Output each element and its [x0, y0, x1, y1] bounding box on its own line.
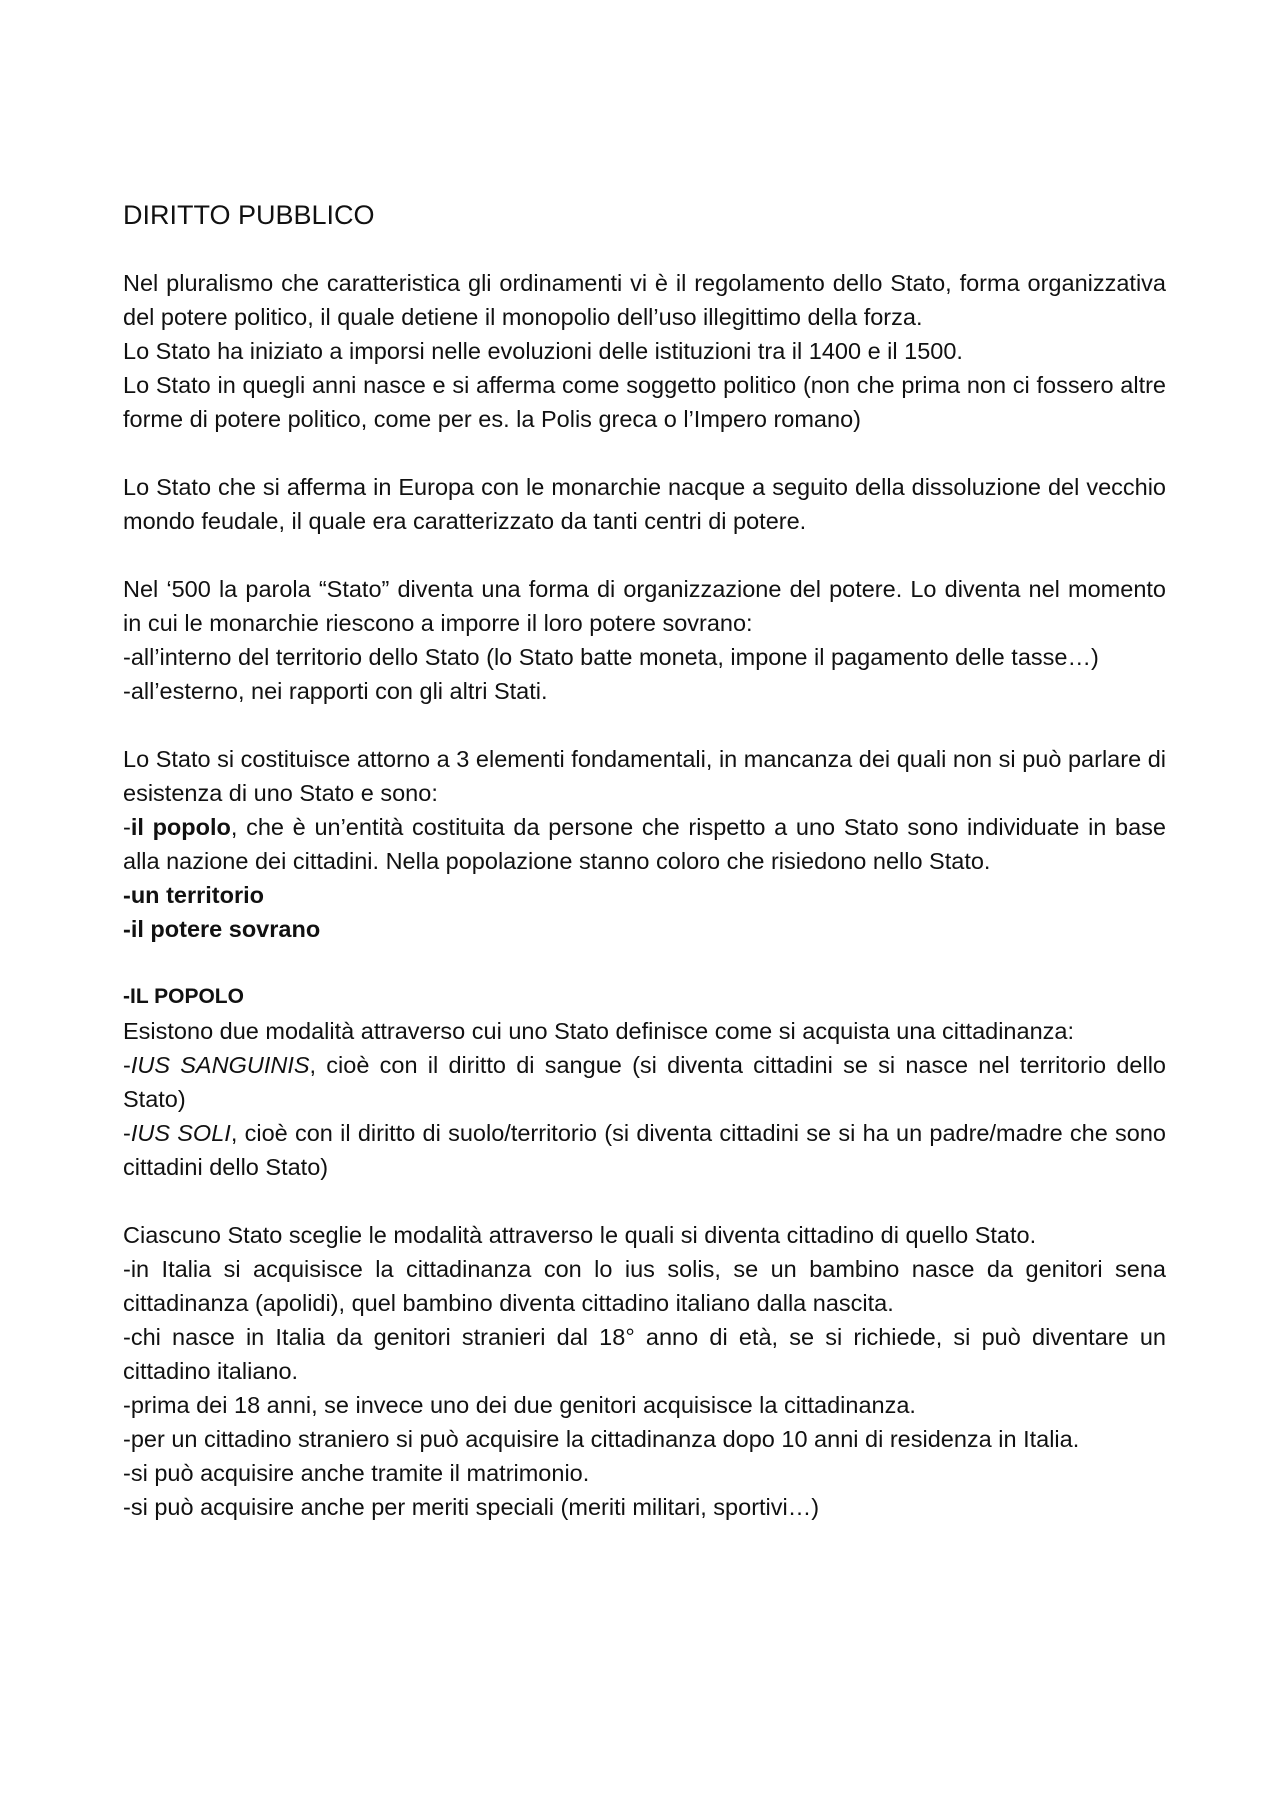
spacer — [123, 708, 1166, 742]
document-body — [123, 198, 1166, 1524]
ius-sanguinis-term: IUS SANGUINIS — [130, 1052, 310, 1078]
section-heading-popolo: -IL POPOLO — [123, 985, 244, 1008]
paragraph-origini: Lo Stato ha iniziato a imporsi nelle evoluzioni delle istituzioni tra il 1400 e il 1500. — [123, 338, 963, 364]
element-territorio — [123, 878, 1166, 912]
paragraph-500: Nel ‘500 la parola “Stato” diventa una forma di organizzazione del potere. Lo diventa nel momento in cui le monarchie riescono a imporre il loro potere sovrano: — [123, 576, 1166, 636]
element-territorio-text: -un territorio — [123, 882, 264, 908]
list-item: -per un cittadino straniero si può acquisire la cittadinanza dopo 10 anni di residenza in Italia. — [123, 1426, 1080, 1452]
list-item: -si può acquisire anche tramite il matrimonio. — [123, 1460, 590, 1486]
list-item-esterno: -all’esterno, nei rapporti con gli altri Stati. — [123, 678, 548, 704]
spacer — [123, 946, 1166, 980]
list-item-interno: -all’interno del territorio dello Stato (lo Stato batte moneta, impone il pagamento delle tasse…) — [123, 644, 1099, 670]
element-potere — [123, 912, 1166, 946]
spacer — [123, 1184, 1166, 1218]
paragraph-soggetto-politico: Lo Stato in quegli anni nasce e si afferma come soggetto politico (non che prima non ci fossero altre forme di potere politico, come per es. la Polis greca o l’Impero romano) — [123, 372, 1166, 432]
ius-soli-prefix: - — [123, 1120, 131, 1146]
spacer — [123, 538, 1166, 572]
element-popolo-term: il popolo — [130, 814, 231, 840]
paragraph-modalita: Esistono due modalità attraverso cui uno Stato definisce come si acquista una cittadinanza: — [123, 1018, 1074, 1044]
paragraph-europa: Lo Stato che si afferma in Europa con le monarchie nacque a seguito della dissoluzione del vecchio mondo feudale, il quale era caratterizzato da tanti centri di potere. — [123, 474, 1166, 534]
element-potere-text: -il potere sovrano — [123, 916, 321, 942]
list-item: -prima dei 18 anni, se invece uno dei due genitori acquisisce la cittadinanza. — [123, 1392, 916, 1418]
document-title: DIRITTO PUBBLICO — [123, 200, 375, 230]
ius-sanguinis-desc: , cioè con il diritto di sangue (si diventa cittadini se si nasce nel territorio dello Stato) — [123, 1052, 1166, 1112]
ius-soli-desc: , cioè con il diritto di suolo/territorio (si diventa cittadini se si ha un padre/madre che sono cittadini dello Stato) — [123, 1120, 1167, 1180]
list-item: -chi nasce in Italia da genitori stranieri dal 18° anno di età, se si richiede, si può diventare un cittadino italiano. — [123, 1324, 1166, 1384]
list-item: -si può acquisire anche per meriti speciali (meriti militari, sportivi…) — [123, 1494, 820, 1520]
element-popolo — [123, 810, 1166, 878]
element-popolo-prefix: - — [123, 814, 131, 840]
spacer — [123, 436, 1166, 470]
element-popolo-desc: , che è un’entità costituita da persone che rispetto a uno Stato sono individuate in base alla nazione dei cittadini. Nella popolazione stanno coloro che risiedono nello Stato. — [123, 814, 1167, 874]
ius-soli-term: IUS SOLI — [130, 1120, 231, 1146]
paragraph-pluralismo: Nel pluralismo che caratteristica gli ordinamenti vi è il regolamento dello Stato, forma organizzativa del potere politico, il quale detiene il monopolio dell’uso illegittimo della forza. — [123, 270, 1166, 330]
paragraph-elementi: Lo Stato si costituisce attorno a 3 elementi fondamentali, in mancanza dei quali non si può parlare di esistenza di uno Stato e sono: — [123, 746, 1166, 806]
ius-soli — [123, 1116, 1166, 1184]
list-item: -in Italia si acquisisce la cittadinanza con lo ius solis, se un bambino nasce da genitori sena cittadinanza (apolidi), quel bambino diventa cittadino italiano dalla nascita. — [123, 1256, 1166, 1316]
paragraph-ciascuno-stato: Ciascuno Stato sceglie le modalità attraverso le quali si diventa cittadino di quello Stato. — [123, 1222, 1037, 1248]
ius-sanguinis-prefix: - — [123, 1052, 131, 1078]
ius-sanguinis — [123, 1048, 1166, 1116]
